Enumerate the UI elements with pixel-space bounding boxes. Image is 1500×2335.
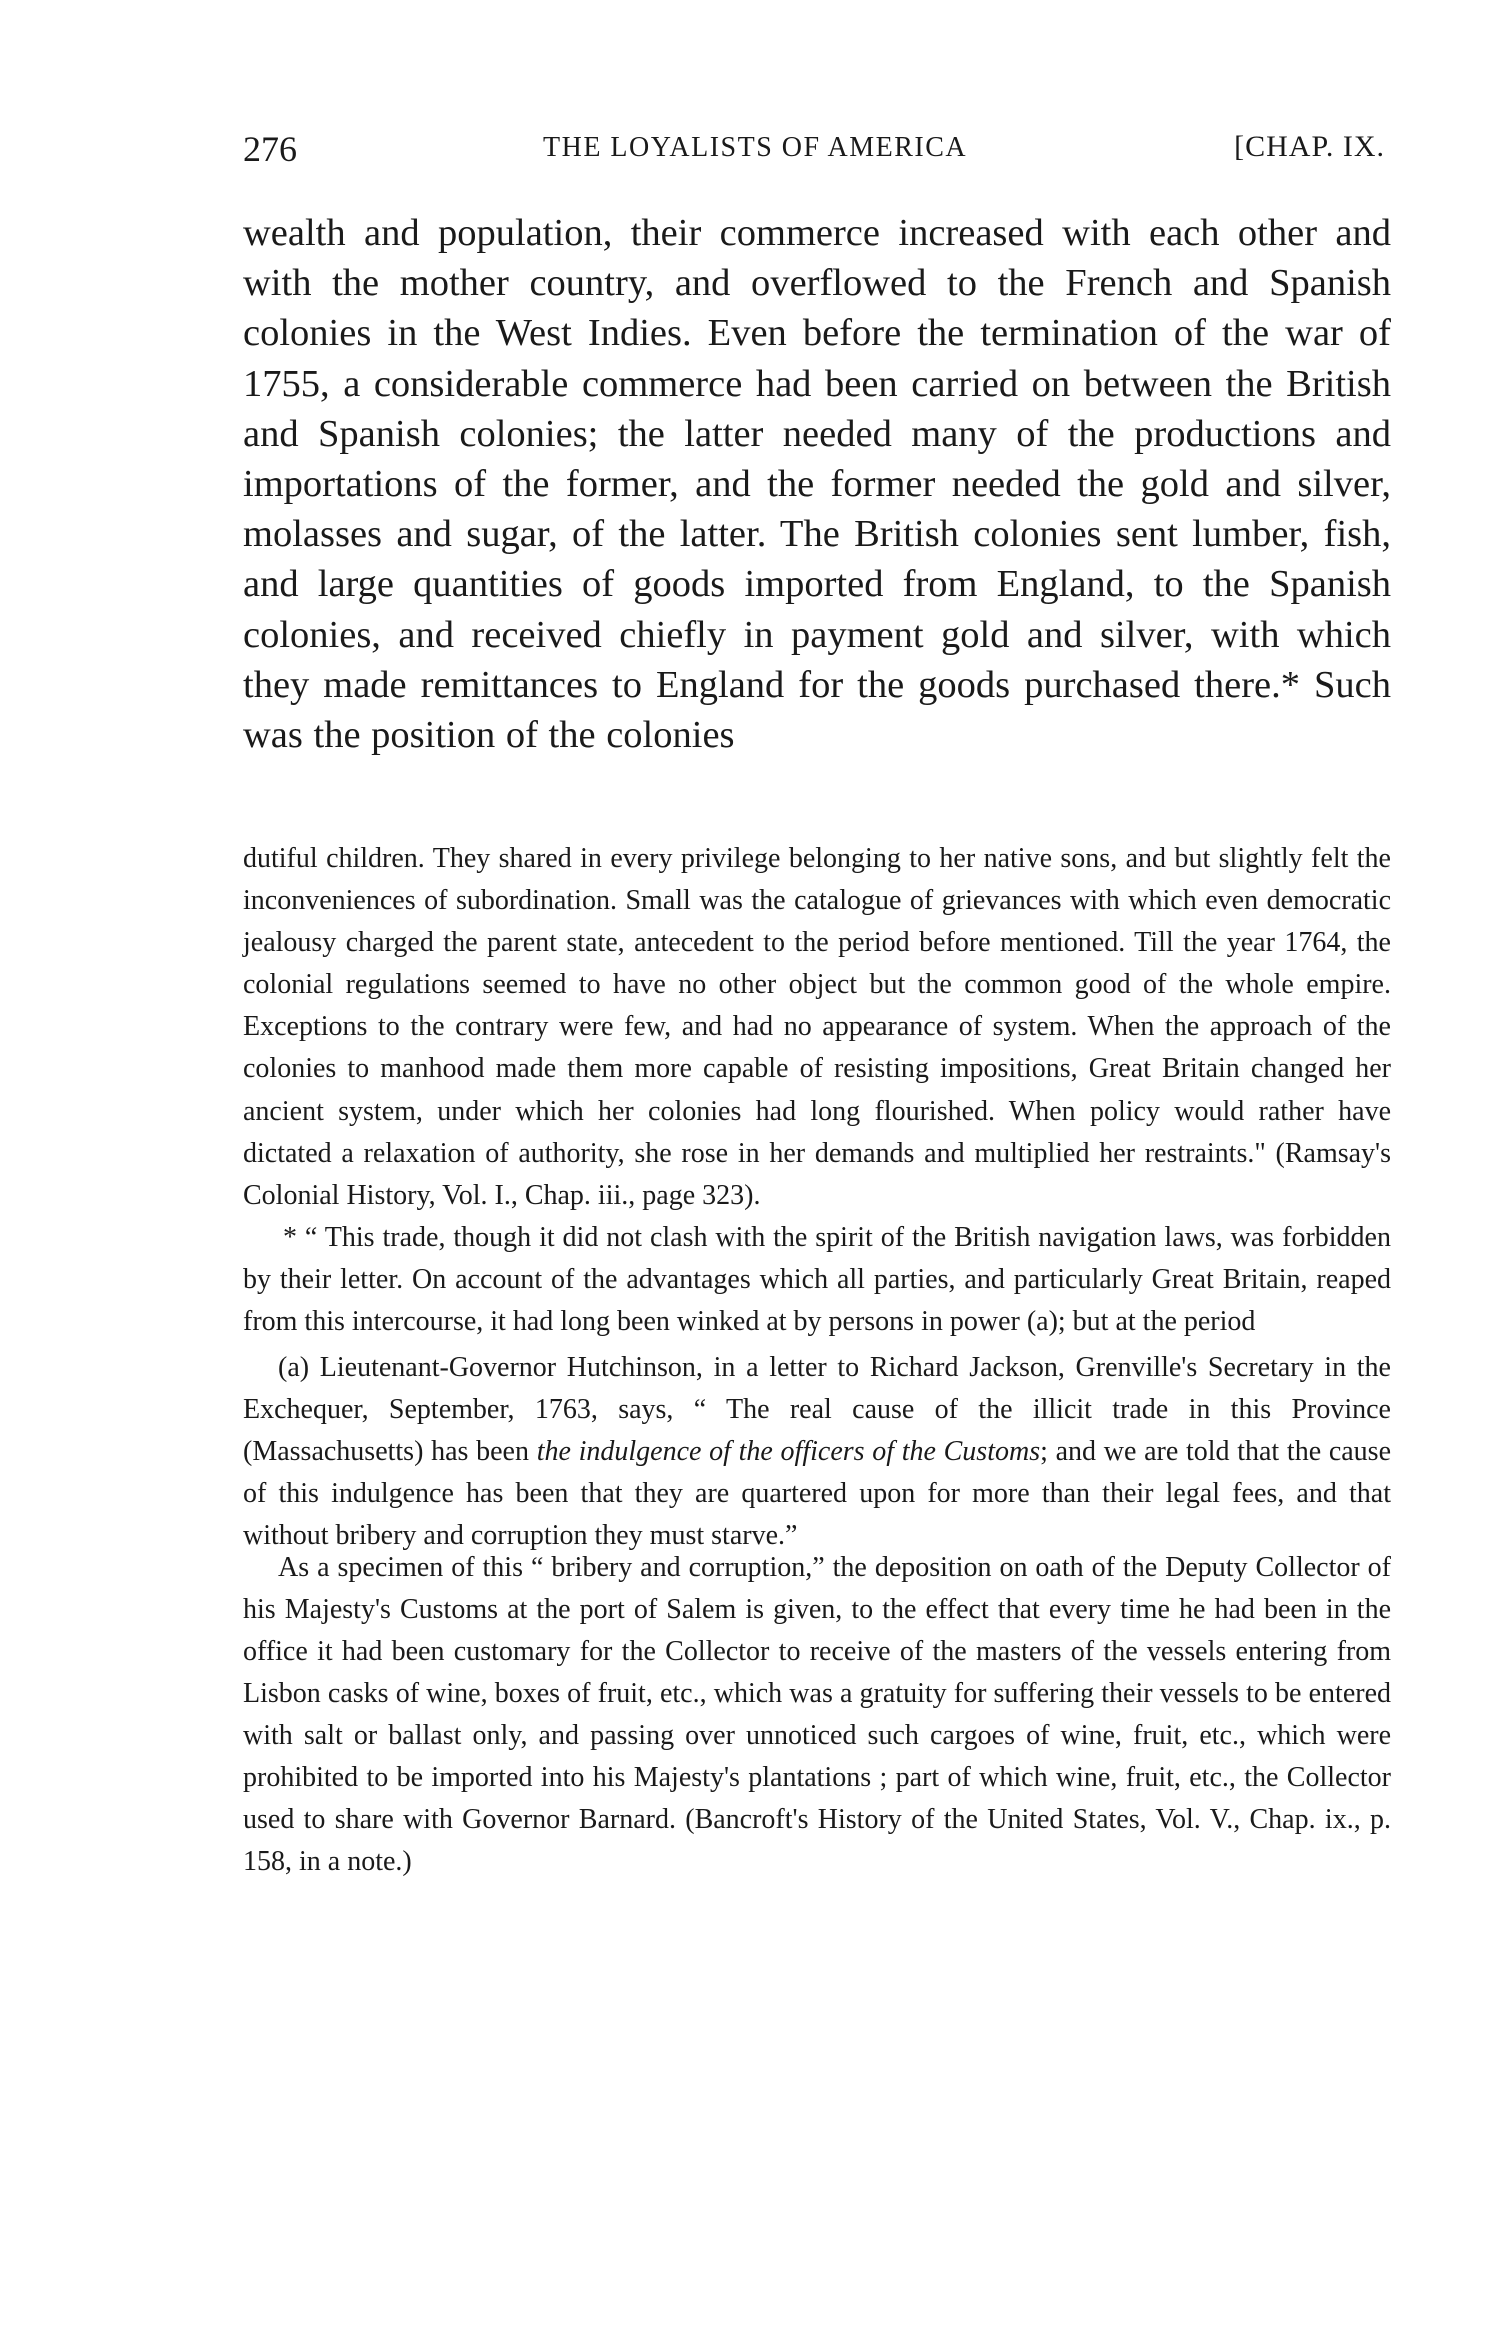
- subfootnote-a: [243, 1347, 1391, 1557]
- specimen-note: As a specimen of this “ bribery and corruption,” the deposition on oath of the Deputy Collector of his Majesty's Customs at the port of Salem is given, to the effect that every time he had been in the office it had been customary for the Collector to receive of the masters of the vessels entering from Lisbon casks of wine, boxes of fruit, etc., which was a gratuity for suffering their vessels to be entered with salt or ballast only, and passing over unnoticed such cargoes of wine, fruit, etc., which were prohibited to be imported into his Majesty's plantations ; part of which wine, fruit, etc., the Collector used to share with Governor Barnard. (Bancroft's History of the United States, Vol. V., Chap. ix., p. 158, in a note.): [243, 1552, 1391, 1877]
- chapter-label: [CHAP. IX.: [1234, 130, 1385, 163]
- page-number: 276: [243, 129, 297, 169]
- footnote-continuation-block: [243, 838, 1391, 1343]
- subfootnote-a-italic: the indulgence of the officers of the Customs: [536, 1436, 1041, 1468]
- page-header: [243, 128, 1393, 178]
- subfootnote-a-block: [243, 1347, 1391, 1557]
- main-paragraph: wealth and population, their commerce increased with each other and with the mother country, and overflowed to the French and Spanish colonies in the West Indies. Even before the termination of the war of 1755, a considerable commerce had been carried on between the British and Spanish colonies; the latter needed many of the productions and importations of the former, and the former needed the gold and silver, molasses and sugar, of the latter. The British colonies sent lumber, fish, and large quantities of goods imported from England, to the Spanish colonies, and received chiefly in payment gold and silver, with which they made remittances to England for the goods purchased there.* Such was the position of the colonies: [243, 212, 1391, 757]
- running-title: THE LOYALISTS OF AMERICA: [543, 132, 968, 163]
- footnote-star: * “ This trade, though it did not clash with the spirit of the British navigation laws, was forbidden by their letter. On account of the advantages which all parties, and particularly Great Britain, reaped from this intercourse, it had long been winked at by persons in power (a); but at the period: [243, 1221, 1391, 1338]
- specimen-note-block: [243, 1547, 1391, 1883]
- footnote-continuation: dutiful children. They shared in every privilege belonging to her native sons, and but slightly felt the inconveniences of subordination. Small was the catalogue of grievances with which even democratic jealousy charged the parent state, antecedent to the period before mentioned. Till the year 1764, the colonial regulations seemed to have no other object but the common good of the whole empire. Exceptions to the contrary were few, and had no appearance of system. When the approach of the colonies to manhood made them more capable of resisting impositions, Great Britain changed her ancient system, under which her colonies had long flourished. When policy would rather have dictated a relaxation of authority, she rose in her demands and multiplied her restraints." (Ramsay's Colonial History, Vol. I., Chap. iii., page 323).: [243, 843, 1391, 1211]
- subfootnote-a-part2: ; and we are told that the cause of this indulgence has been that they are quartered upon for more than their legal fees, and that without bribery and corruption they must starve.”: [243, 1436, 1391, 1552]
- subfootnote-a-part1: (a) Lieutenant-Governor Hutchinson, in a letter to Richard Jackson, Grenville's Secretary in the Exchequer, September, 1763, says, “ The real cause of the illicit trade in this Province (Massachusetts) has been: [243, 1352, 1391, 1468]
